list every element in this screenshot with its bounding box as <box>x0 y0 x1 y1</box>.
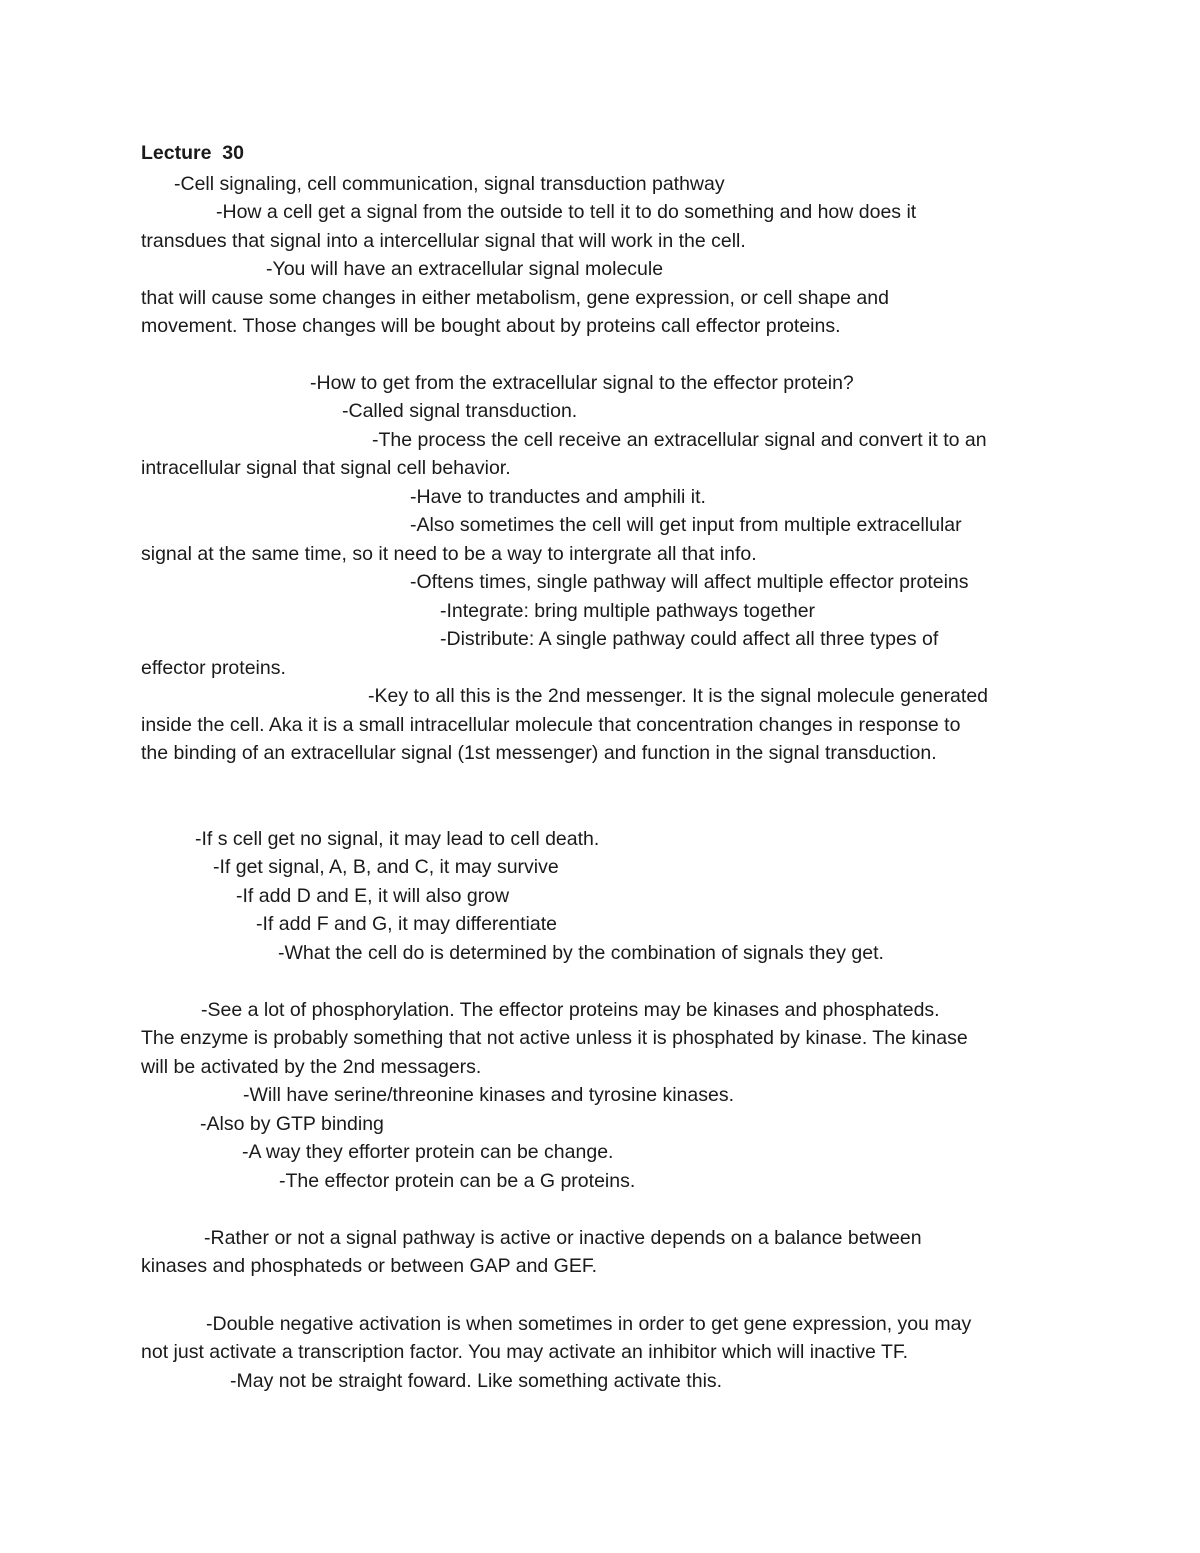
note-line: -The effector protein can be a G proteins. <box>279 1170 636 1192</box>
note-line: -A way they efforter protein can be change. <box>242 1141 614 1163</box>
note-line: -Rather or not a signal pathway is active or inactive depends on a balance between <box>204 1227 922 1249</box>
note-line: -Integrate: bring multiple pathways together <box>440 600 816 622</box>
note-line: -You will have an extracellular signal molecule <box>266 258 664 280</box>
note-line: -If add F and G, it may differentiate <box>256 913 557 935</box>
note-line: -If add D and E, it will also grow <box>236 885 510 907</box>
note-line: that will cause some changes in either metabolism, gene expression, or cell shape and <box>141 287 889 309</box>
note-line: -Cell signaling, cell communication, signal transduction pathway <box>174 173 725 195</box>
note-line: -See a lot of phosphorylation. The effector proteins may be kinases and phosphateds. <box>201 999 940 1021</box>
note-line: -If s cell get no signal, it may lead to cell death. <box>195 828 600 850</box>
note-line: -May not be straight foward. Like something activate this. <box>230 1370 723 1392</box>
note-line: -If get signal, A, B, and C, it may survive <box>213 856 559 878</box>
note-line: transdues that signal into a intercellular signal that will work in the cell. <box>141 230 746 252</box>
note-line: -Distribute: A single pathway could affect all three types of <box>440 628 939 650</box>
note-line: -Will have serine/threonine kinases and tyrosine kinases. <box>243 1084 734 1106</box>
note-line: -What the cell do is determined by the combination of signals they get. <box>278 942 884 964</box>
note-line: -How to get from the extracellular signal to the effector protein? <box>310 372 854 394</box>
note-line: -Key to all this is the 2nd messenger. It is the signal molecule generated <box>368 685 989 707</box>
note-line: The enzyme is probably something that not active unless it is phosphated by kinase. The kinase <box>141 1027 968 1049</box>
note-line: not just activate a transcription factor. You may activate an inhibitor which will inactive TF. <box>141 1341 909 1363</box>
note-line: inside the cell. Aka it is a small intracellular molecule that concentration changes in response to <box>141 714 961 736</box>
note-line: signal at the same time, so it need to be a way to intergrate all that info. <box>141 543 757 565</box>
note-line: -Also by GTP binding <box>200 1113 384 1135</box>
note-line: -Have to tranductes and amphili it. <box>410 486 706 508</box>
note-line: will be activated by the 2nd messagers. <box>141 1056 482 1078</box>
note-line: movement. Those changes will be bought about by proteins call effector proteins. <box>141 315 841 337</box>
lecture-title: Lecture 30 <box>141 142 244 164</box>
note-line: the binding of an extracellular signal (1st messenger) and function in the signal transduction. <box>141 742 937 764</box>
note-line: -Double negative activation is when sometimes in order to get gene expression, you may <box>206 1313 972 1335</box>
note-line: effector proteins. <box>141 657 286 679</box>
note-line: kinases and phosphateds or between GAP and GEF. <box>141 1255 598 1277</box>
note-line: -The process the cell receive an extracellular signal and convert it to an <box>372 429 987 451</box>
note-line: -Oftens times, single pathway will affect multiple effector proteins <box>410 571 969 593</box>
note-line: intracellular signal that signal cell behavior. <box>141 457 511 479</box>
note-line: -Called signal transduction. <box>342 400 578 422</box>
note-line: -Also sometimes the cell will get input from multiple extracellular <box>410 514 962 536</box>
note-line: -How a cell get a signal from the outside to tell it to do something and how does it <box>216 201 917 223</box>
